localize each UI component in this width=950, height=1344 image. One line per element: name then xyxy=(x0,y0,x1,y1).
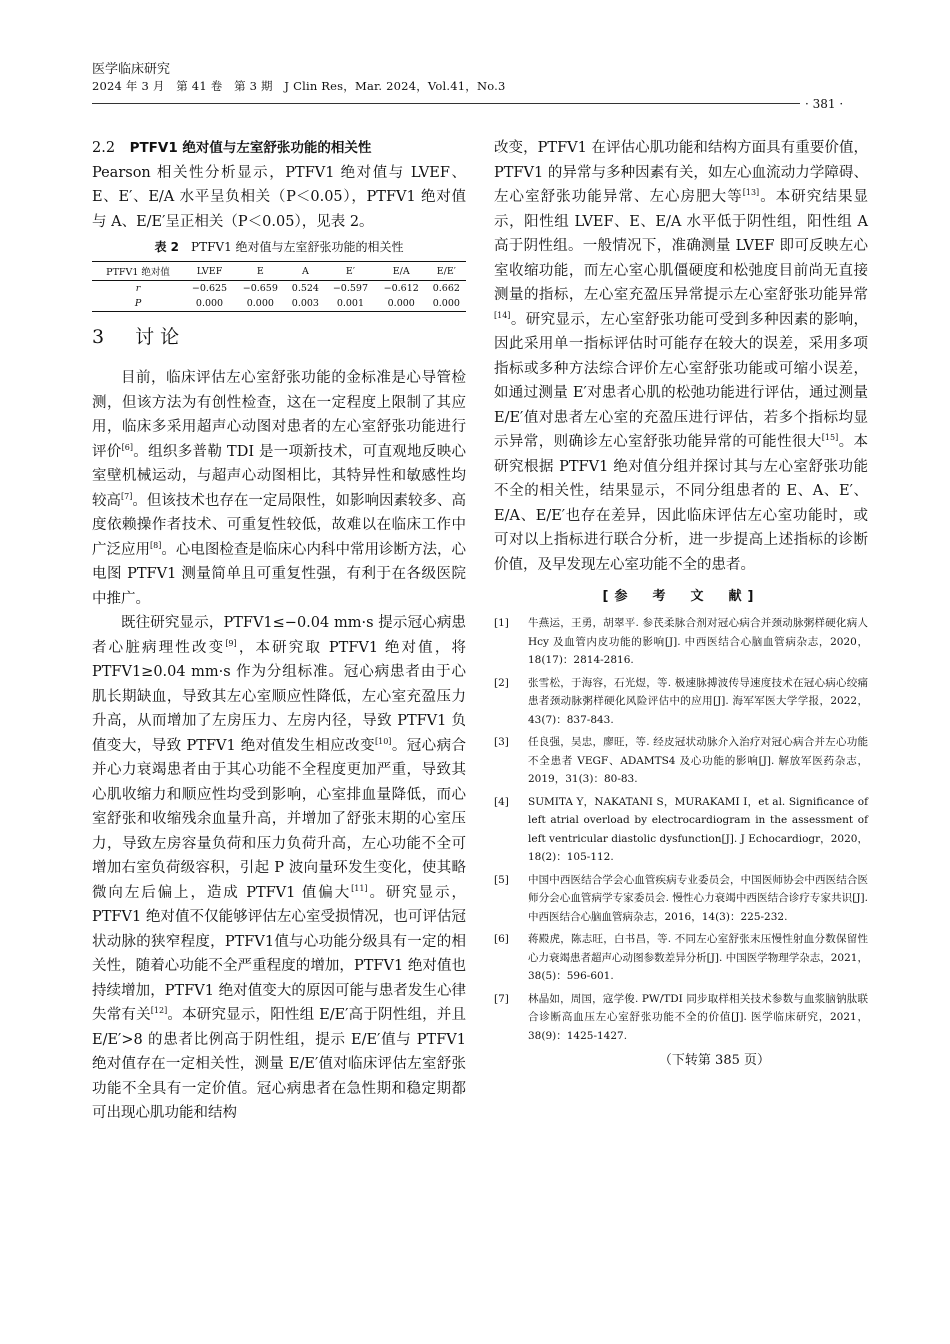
citation: [13] xyxy=(742,188,760,197)
table-cell: −0.597 xyxy=(332,283,369,294)
page-number: · 381 · xyxy=(805,97,844,111)
reference-text: 林晶如，周国，寇学俊. PW/TDI 同步取样相关技术参数与血浆脑钠肽联合诊断高血压左心室舒张功能不全的价值[J]. 医学临床研究，2021，38(9)：1425-1427. xyxy=(528,992,868,1042)
section-title-text: PTFV1 绝对值与左室舒张功能的相关性 xyxy=(129,140,372,156)
citation: [14] xyxy=(494,310,511,320)
table-row-r xyxy=(92,281,466,297)
text-run: ，本研究取 PTFV1 绝对值，将 PTFV1≥0.04 mm·s 作为分组标准。冠心病患者由于心肌长期缺血，导致其左心室顺应性降低，左心室充盈压力升高，从而增加了左房压力、左房内径，导致 PTFV1 负值变大，导致 PTFV1 绝对值发生相应改变 xyxy=(92,639,467,754)
table-header-cell: A xyxy=(286,262,325,281)
reference-text: 牛燕运，王勇，胡翠平. 参芪柔脉合剂对冠心病合并颈动脉粥样硬化病人 Hcy 及血管内皮功能的影响[J]. 中西医结合心脑血管病杂志，2020，18(17)：2814-2816. xyxy=(528,617,868,666)
right-column xyxy=(494,136,868,1068)
reference-text: 蒋殿虎，陈志旺，白书昌，等. 不同左心室舒张末压慢性射血分数保留性心力衰竭患者超声心动图参数差异分析[J]. 中国医学物理学杂志，2021，38(5)：596-601. xyxy=(528,933,868,982)
citation: [15] xyxy=(821,433,839,442)
references-title: [参 考 文 献] xyxy=(602,589,760,604)
citation: [12] xyxy=(150,1006,168,1015)
table-header-cell: E′ xyxy=(325,262,376,281)
table-label: 表 2 xyxy=(154,240,179,254)
table-cell: 0.662 xyxy=(432,283,460,294)
reference-item xyxy=(494,674,868,730)
continued-note: （下转第 385 页） xyxy=(658,1053,770,1068)
reference-item xyxy=(494,990,868,1046)
reference-number: [5] xyxy=(494,873,509,886)
correlation-table xyxy=(92,261,466,312)
journal-name: 医学临床研究 xyxy=(92,62,171,77)
text-run: 改变，PTFV1 在评估心肌功能和结构方面具有重要价值，PTFV1 的异常与多种因素有关，如左心血流动力学障碍、左心室舒张功能异常、左心房肥大等 xyxy=(494,140,868,205)
table-cell: 0.001 xyxy=(325,296,376,312)
table-title: PTFV1 绝对值与左室舒张功能的相关性 xyxy=(191,240,404,254)
table-cell: 0.524 xyxy=(291,283,319,294)
table-cell: −0.612 xyxy=(383,283,419,294)
issue-line: 2024 年 3 月 第 41 卷 第 3 期 J Clin Res，Mar. 2024，Vol.41，No.3 xyxy=(92,79,506,93)
text-run: 。研究显示，左心室舒张功能可受到多种因素的影响，因此采用单一指标评估时可能存在较大的误差，采用多项指标或多种方法综合评价左心室舒张功能或可缩小误差，如通过测量 E′对患者心肌的松弛功能进行评估，通过测量 E/E′值对患者左心室的充盈压进行评估，若多个指标均显示异常，则确诊左心室舒张功能异常的可能性很大 xyxy=(494,311,868,450)
citation: [10] xyxy=(375,736,392,746)
table-cell: 0.000 xyxy=(376,296,427,312)
citation: [8] xyxy=(150,540,162,550)
table-header-cell: E/E′ xyxy=(427,262,466,281)
citation: [9] xyxy=(225,638,237,648)
reference-item xyxy=(494,793,868,867)
reference-number: [2] xyxy=(494,676,509,689)
reference-number: [6] xyxy=(494,933,509,945)
text-run: 。但该技术也存在一定局限性，如影响因素较多、高度依赖操作者技术、可重复性较低，故难以在临床工作中广泛应用 xyxy=(92,492,467,558)
reference-number: [1] xyxy=(494,617,509,629)
discussion-paragraph-2 xyxy=(92,611,466,1126)
reference-text: 任良强，吴忠，廖旺，等. 经皮冠状动脉介入治疗对冠心病合并左心功能不全患者 VEGF、ADAMTS4 及心功能的影响[J]. 解放军医药杂志，2019，31(3)：80-83. xyxy=(528,736,868,785)
table-cell: 0.000 xyxy=(427,296,466,312)
discussion-paragraph-3 xyxy=(494,136,868,577)
header-rule xyxy=(92,103,800,104)
table-caption xyxy=(92,238,466,255)
citation: [6] xyxy=(121,442,133,452)
table-header-cell: PTFV1 绝对值 xyxy=(92,262,184,281)
table-cell: P xyxy=(92,296,184,312)
text-run: 目前，临床评估左心室舒张功能的金标准是心导管检测，但该方法为有创性检查，这在一定程度上限制了其应用，临床多采用超声心动图对患者的左心室舒张功能进行评价 xyxy=(92,370,466,460)
reference-text: SUMITA Y，NAKATANI S，MURAKAMI I，et al. Significance of left atrial overload by electrocardiogram in the assessment of left ventricular diastolic dysfunction[J]. J Echocardiogr，2020，18(2)：105-112. xyxy=(528,795,868,863)
reference-text: 中国中西医结合学会心血管疾病专业委员会，中国医师协会中西医结合医师分会心血管病学专家委员会. 慢性心力衰竭中西医结合诊疗专家共识[J]. 中西医结合心脑血管病杂志，2016，14(3)：225-232. xyxy=(528,873,868,923)
reference-number: [4] xyxy=(494,795,509,808)
text-run: 既往研究显示，PTFV1≤−0.04 mm·s 提示冠心病患者心脏病理性改变 xyxy=(92,615,466,656)
table-header-cell: LVEF xyxy=(184,262,235,281)
text-run: 。本研究根据 PTFV1 绝对值分组并探讨其与左心室舒张功能不全的相关性，结果显示，不同分组患者的 E、A、E′、E/A、E/E′也存在差异，因此临床评估左心室功能时，或可对以上指标进行联合分析，进一步提高上述指标的诊断价值，及早发现左心室功能不全的患者。 xyxy=(494,434,869,573)
reference-item xyxy=(494,930,868,986)
text-run: 。组织多普勒 TDI 是一项新技术，可直观地反映心室壁机械运动，与超声心动图相比，其特异性和敏感性均较高 xyxy=(92,443,466,509)
citation: [11] xyxy=(351,883,368,893)
reference-item xyxy=(494,871,868,927)
reference-item xyxy=(494,614,868,670)
table-header-cell: E xyxy=(235,262,286,281)
text-run: 。研究显示，PTFV1 绝对值不仅能够评估左心室受损情况，也可评估冠状动脉的狭窄程度，PTFV1值与心功能分级具有一定的相关性，随着心功能不全严重程度的增加，PTFV1 绝对值也持续增加，PTFV1 绝对值变大的原因可能与患者发生心律失常有关 xyxy=(92,884,466,1023)
text-run: 。本研究显示，阳性组 E/E′高于阴性组，并且 E/E′>8 的患者比例高于阴性组，提示 E/E′值与 PTFV1 绝对值存在一定相关性，测量 E/E′值对临床评估左室舒张功能不全具有一定价值。冠心病患者在急性期和稳定期都可出现心肌功能和结构 xyxy=(92,1007,466,1121)
table-cell: 0.000 xyxy=(235,296,286,312)
citation: [7] xyxy=(121,491,133,501)
table-cell: 0.000 xyxy=(184,296,235,312)
table-cell: −0.659 xyxy=(242,283,278,294)
discussion-heading: 3 讨论 xyxy=(92,326,186,348)
section-number: 2.2 xyxy=(92,140,130,156)
table-cell: −0.625 xyxy=(191,283,228,294)
table-cell: 0.003 xyxy=(286,296,325,312)
reference-item xyxy=(494,733,868,789)
text-run: 。本研究结果显示，阳性组 LVEF、E、E/A 水平低于阴性组，阳性组 A 高于阴性组。一般情况下，准确测量 LVEF 即可反映左心室收缩功能，而左心室心肌僵硬度和松弛度目前尚无直接测量的指标，左心室充盈压异常提示左心室舒张功能异常 xyxy=(494,189,868,303)
reference-text: 张雪松，于海容，石光煜，等. 极速脉搏波传导速度技术在冠心病心绞痛患者颈动脉粥样硬化风险评估中的应用[J]. 海军军医大学学报，2022，43(7)：837-843. xyxy=(528,676,868,726)
reference-number: [3] xyxy=(494,736,509,748)
left-column xyxy=(92,136,466,1126)
text-run: 。心电图检查是临床心内科中常用诊断方法，心电图 PTFV1 测量简单且可重复性强，有利于在各级医院中推广。 xyxy=(92,541,467,607)
pearson-paragraph: Pearson 相关性分析显示，PTFV1 绝对值与 LVEF、E、E′、E/A 水平呈负相关（P＜0.05），PTFV1 绝对值与 A、E/E′呈正相关（P＜0.05），见表 2。 xyxy=(92,164,466,230)
section-2-2-title xyxy=(92,136,466,161)
text-run: 。冠心病合并心力衰竭患者由于其心功能不全程度更加严重，导致其心肌收缩力和顺应性均受到影响，心室排血量降低，而心室舒张和收缩残余血量升高，并增加了舒张末期的心室压力，导致左房容量负荷和压力负荷升高，左心功能不全可增加右室负荷级容积，引起 P 波向量环发生变化，使其略微向左后偏上，造成 PTFV1 值偏大 xyxy=(92,737,467,901)
discussion-paragraph-1 xyxy=(92,366,466,611)
table-cell: r xyxy=(135,283,141,294)
table-header-row xyxy=(92,262,466,281)
table-header-cell: E/A xyxy=(376,262,427,281)
reference-number: [7] xyxy=(494,992,509,1005)
table-row-p xyxy=(92,296,466,312)
